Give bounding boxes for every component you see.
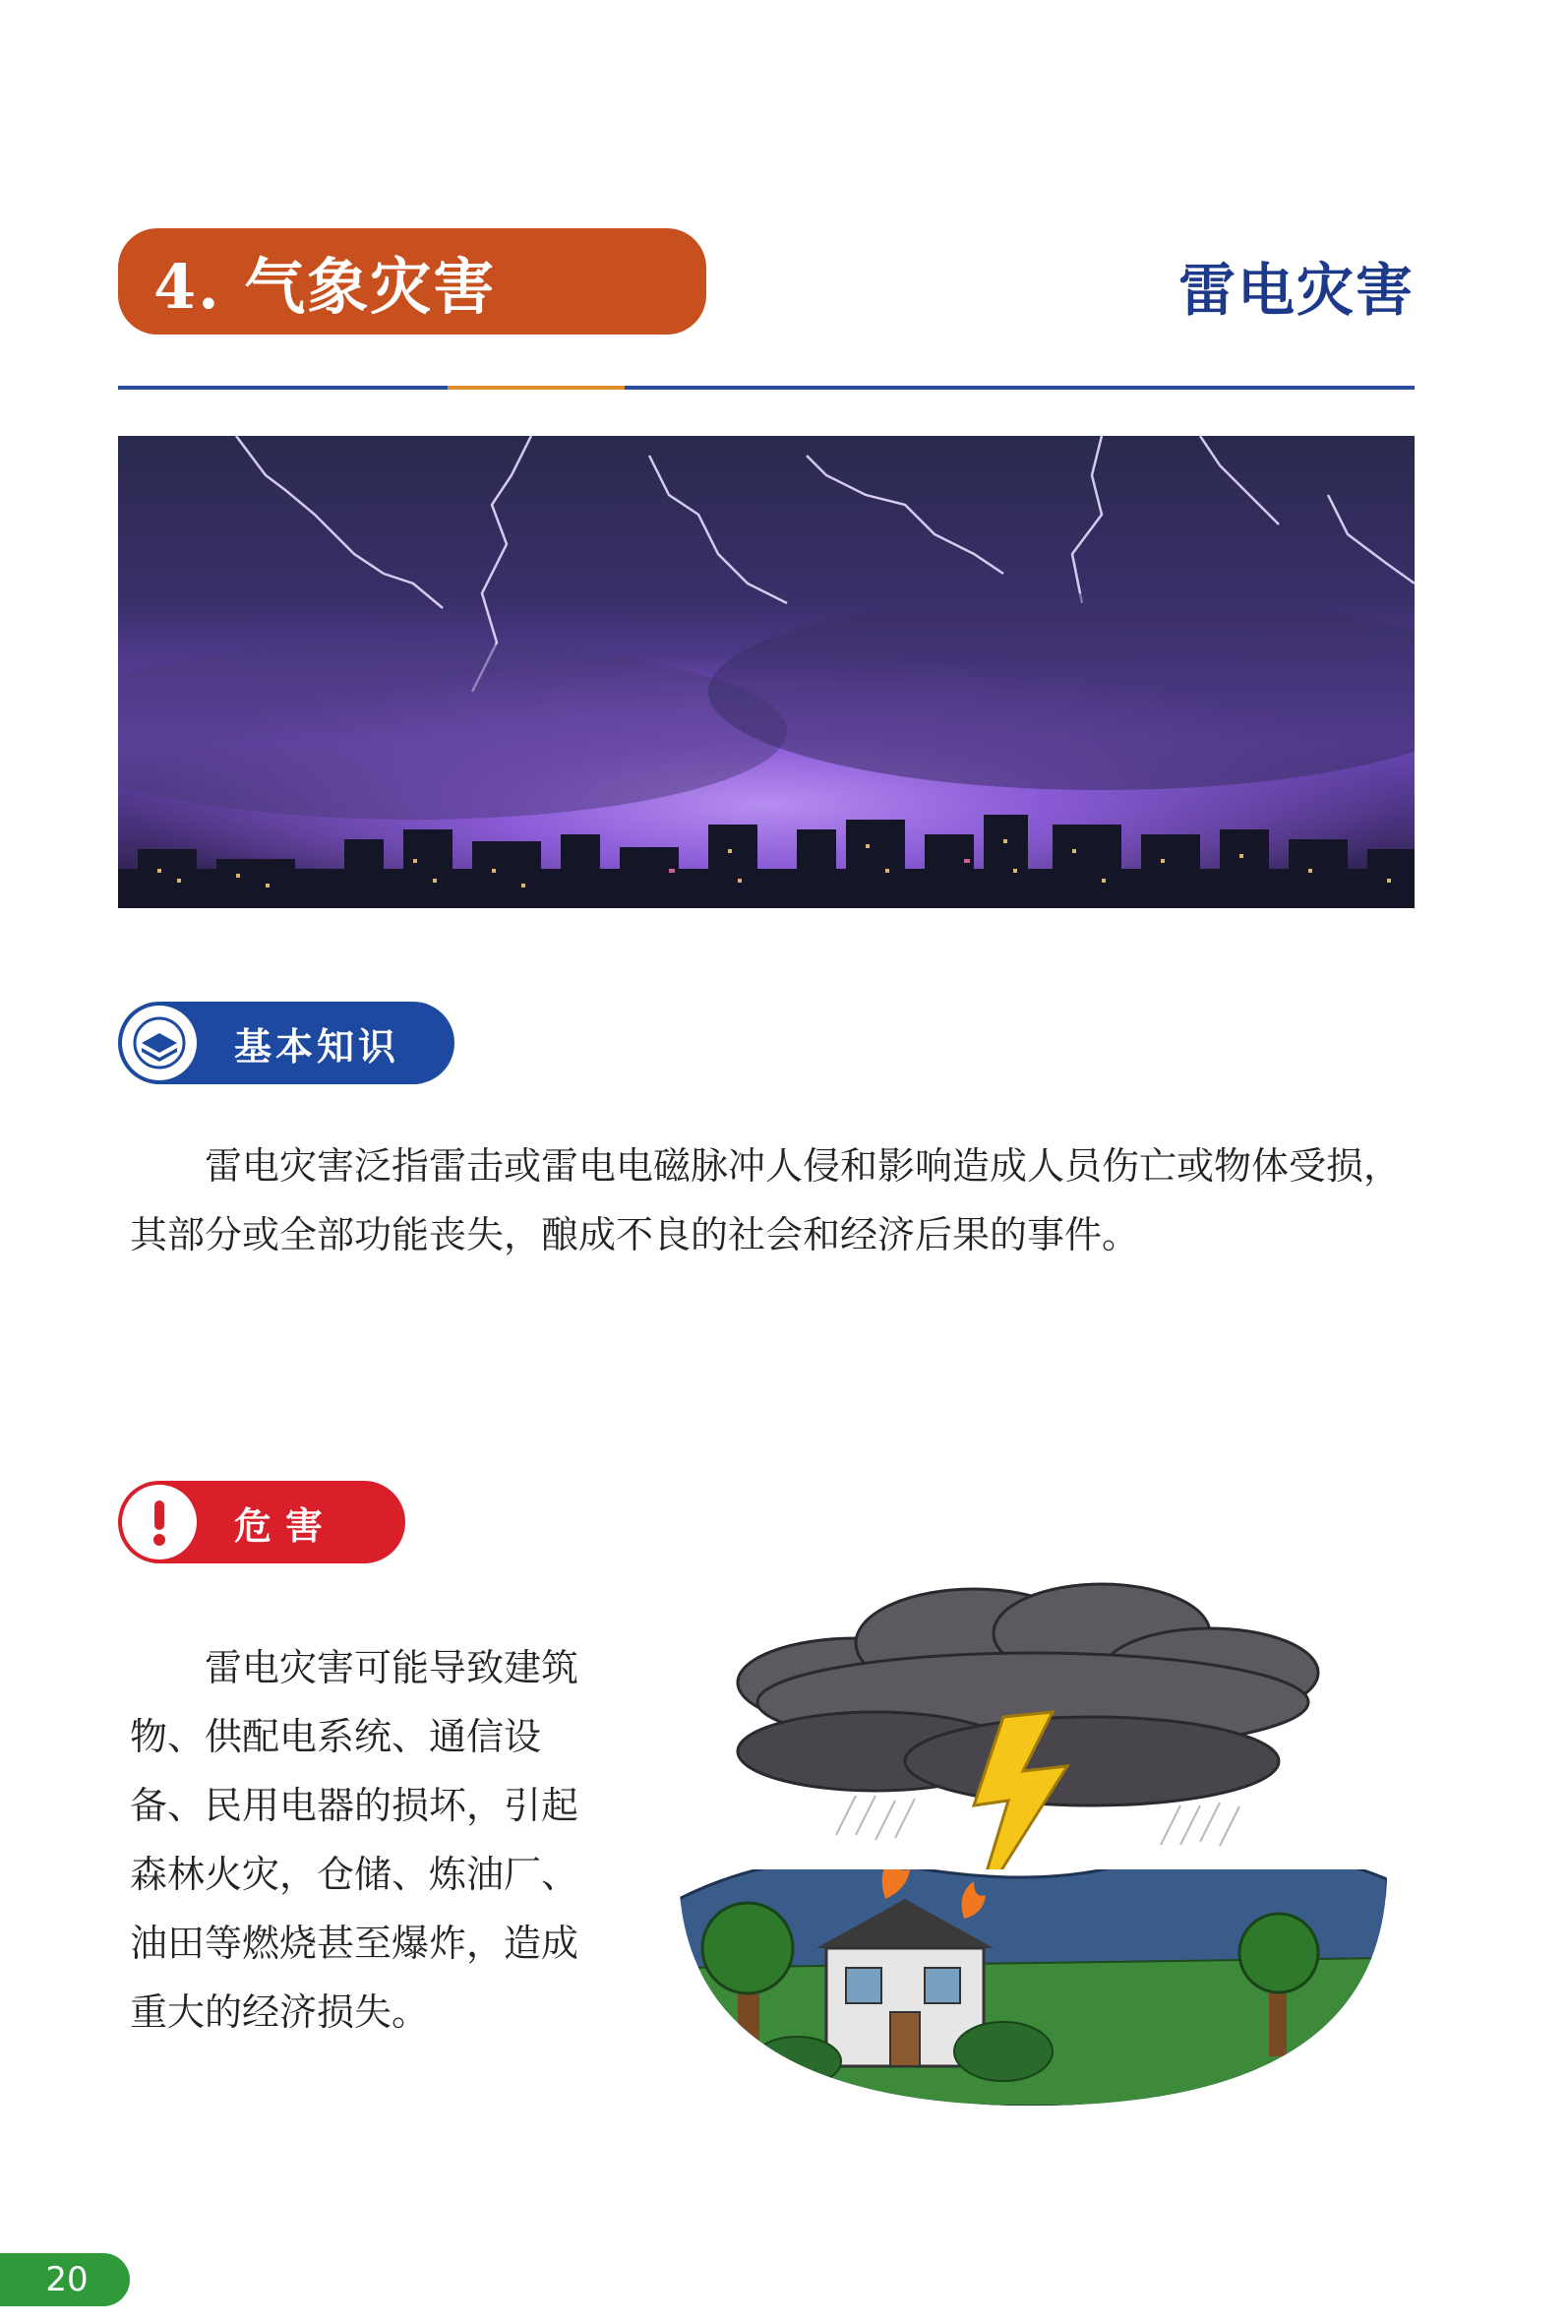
knowledge-tag (118, 1002, 454, 1084)
lightning-bolt (1200, 436, 1279, 524)
lightning-house-illustration (679, 1574, 1387, 2106)
hazard-paragraph: 雷电灾害可能导致建筑物、供配电系统、通信设备、民用电器的损坏，引起森林火灾，仓储、炼油厂、油田等燃烧甚至爆炸，造成重大的经济损失。 (130, 1646, 579, 2034)
book-icon (122, 1006, 197, 1080)
exclamation-icon (122, 1485, 197, 1560)
illustration-drawing (679, 1574, 1387, 2106)
chapter-badge (118, 228, 706, 335)
lightning-bolt (1328, 495, 1415, 583)
lightning-city-photo (118, 436, 1415, 908)
lightning-bolt (807, 456, 1003, 574)
lightning-bolt (1072, 436, 1102, 603)
section-title: 雷电灾害 (1177, 257, 1415, 324)
hazard-tag (118, 1481, 405, 1563)
lightning-photo-drawing (118, 436, 1415, 908)
lightning-bolt (236, 436, 384, 574)
hazard-tag-label: 危害 (234, 1503, 337, 1548)
knowledge-tag-label: 基本知识 (234, 1024, 400, 1069)
header-divider-accent (448, 386, 625, 390)
lightning-bolt (384, 574, 443, 608)
lightning-bolt (649, 456, 787, 603)
header-divider (118, 386, 1415, 390)
page-number: 20 (0, 2253, 130, 2306)
knowledge-paragraph: 雷电灾害泛指雷击或雷电电磁脉冲人侵和影响造成人员伤亡或物体受损，其部分或全部功能丧失，酿成不良的社会和经济后果的事件。 (130, 1144, 1402, 1256)
chapter-title: 4. 气象灾害 (153, 250, 497, 323)
